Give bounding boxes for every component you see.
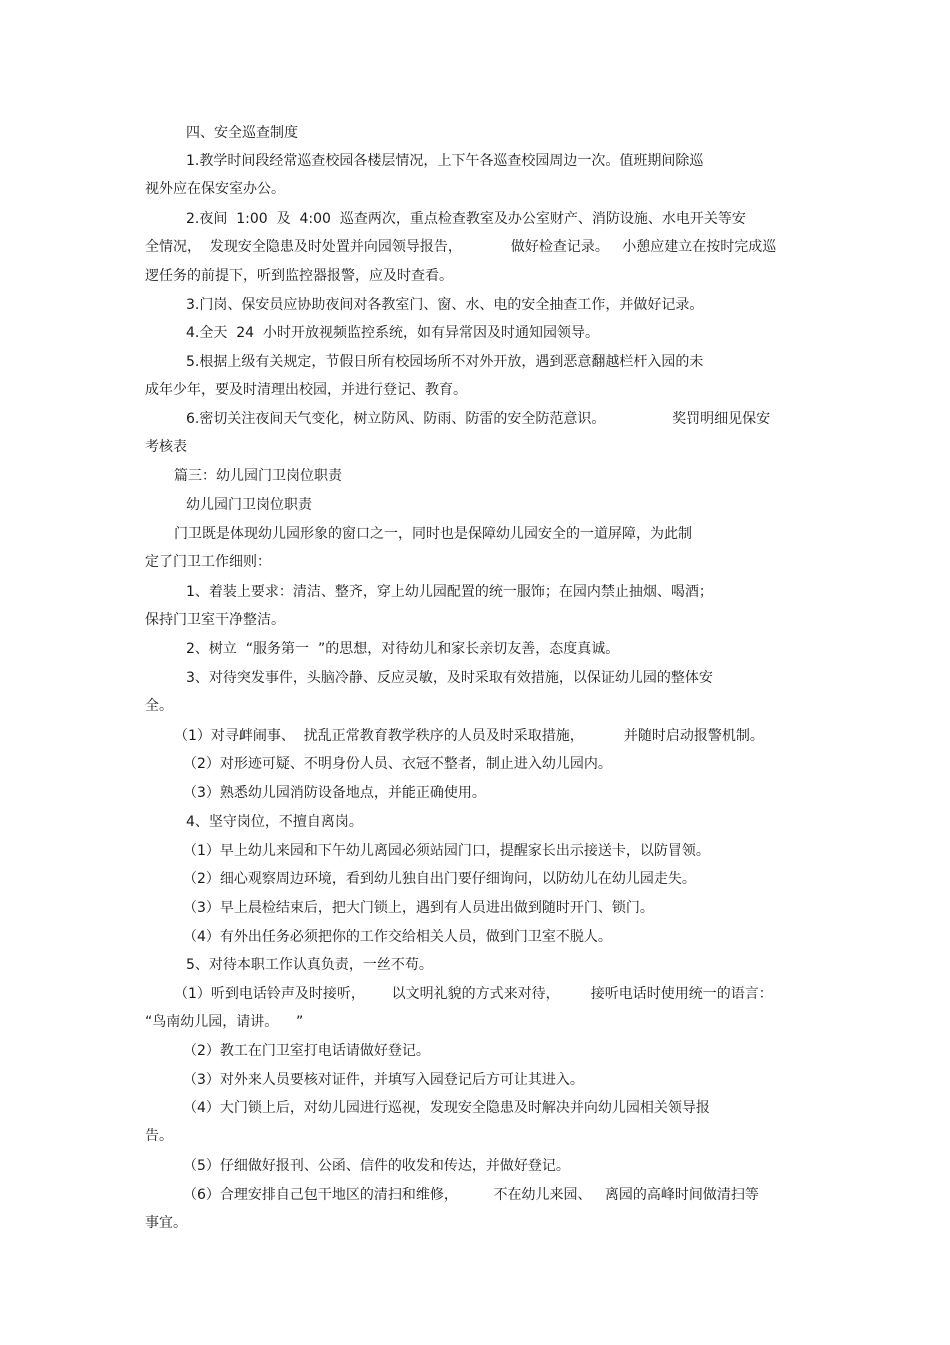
paragraph-line: 保持门卫室干净整洁。 xyxy=(145,612,285,628)
list-item: （6）合理安排自己包干地区的清扫和维修， 不在幼儿来园、 离园的高峰时间做清扫等 xyxy=(183,1187,759,1203)
list-item: （2）细心观察周边环境，看到幼儿独自出门要仔细询问，以防幼儿在幼儿园走失。 xyxy=(183,871,696,887)
paragraph-line: 定了门卫工作细则： xyxy=(145,554,271,570)
chapter-heading: 篇三：幼儿园门卫岗位职责 xyxy=(174,468,342,484)
paragraph-line: 事宜。 xyxy=(145,1215,187,1231)
list-item: （4）有外出任务必须把你的工作交给相关人员，做到门卫室不脱人。 xyxy=(183,929,612,945)
paragraph-line: 5.根据上级有关规定，节假日所有校园场所不对外开放，遇到恶意翻越栏杆入园的未 xyxy=(186,354,704,370)
section-heading: 四、安全巡查制度 xyxy=(186,125,298,141)
list-item: （3）对外来人员要核对证件，并填写入园登记后方可让其进入。 xyxy=(183,1072,584,1088)
paragraph-line: 6.密切关注夜间天气变化，树立防风、防雨、防雷的安全防范意识。 奖罚明细见保安 xyxy=(186,411,771,427)
list-item: （2）对形迹可疑、不明身份人员、衣冠不整者，制止进入幼儿园内。 xyxy=(183,756,612,772)
list-item: （1）早上幼儿来园和下午幼儿离园必须站园门口，提醒家长出示接送卡，以防冒领。 xyxy=(183,843,710,859)
paragraph-line: 1、着装上要求：清洁、整齐，穿上幼儿园配置的统一服饰；在园内禁止抽烟、喝酒； xyxy=(186,584,713,600)
paragraph-line: 成年少年，要及时清理出校园，并进行登记、教育。 xyxy=(145,382,467,398)
list-item: （3）早上晨检结束后，把大门锁上，遇到有人员进出做到随时开门、锁门。 xyxy=(183,900,654,916)
list-item: （1）对寻衅闹事、 扰乱正常教育教学秩序的人员及时采取措施， 并随时启动报警机制。 xyxy=(174,728,764,744)
paragraph-line: 2、树立 “服务第一 ”的思想，对待幼儿和家长亲切友善，态度真诚。 xyxy=(186,641,620,657)
list-item: （1）听到电话铃声及时接听， 以文明礼貌的方式来对待， 接听电话时使用统一的语言： xyxy=(174,986,773,1002)
paragraph-line: 视外应在保安室办公。 xyxy=(145,181,285,197)
paragraph-line: “鸟南幼儿园，请讲。 ” xyxy=(145,1014,304,1030)
paragraph-line: 考核表 xyxy=(145,439,187,455)
list-item: （4）大门锁上后，对幼儿园进行巡视，发现安全隐患及时解决并向幼儿园相关领导报 xyxy=(183,1100,710,1116)
paragraph-line: 门卫既是体现幼儿园形象的窗口之一，同时也是保障幼儿园安全的一道屏障，为此制 xyxy=(174,526,692,542)
paragraph-line: 全情况， 发现安全隐患及时处置并向园领导报告， 做好检查记录。 小憩应建立在按时完成巡 xyxy=(145,239,777,255)
paragraph-line: 告。 xyxy=(145,1128,173,1144)
paragraph-line: 全。 xyxy=(145,698,173,714)
paragraph-line: 1.教学时间段经常巡查校园各楼层情况，上下午各巡查校园周边一次。值班期间除巡 xyxy=(186,153,704,169)
paragraph-line: 4、坚守岗位，不擅自离岗。 xyxy=(186,814,363,830)
document-title: 幼儿园门卫岗位职责 xyxy=(186,497,312,513)
list-item: （3）熟悉幼儿园消防设备地点，并能正确使用。 xyxy=(183,785,486,801)
list-item: （2）教工在门卫室打电话请做好登记。 xyxy=(183,1043,430,1059)
paragraph-line: 4.全天 24 小时开放视频监控系统，如有异常因及时通知园领导。 xyxy=(186,325,599,341)
paragraph-line: 5、对待本职工作认真负责，一丝不苟。 xyxy=(186,957,433,973)
paragraph-line: 2.夜间 1:00 及 4:00 巡查两次，重点检查教室及办公室财产、消防设施、水电开关等安 xyxy=(186,211,746,227)
paragraph-line: 逻任务的前提下，听到监控器报警，应及时查看。 xyxy=(145,268,453,284)
list-item: （5）仔细做好报刊、公函、信件的收发和传达，并做好登记。 xyxy=(183,1158,570,1174)
paragraph-line: 3、对待突发事件，头脑冷静、反应灵敏，及时采取有效措施，以保证幼儿园的整体安 xyxy=(186,670,713,686)
paragraph-line: 3.门岗、保安员应协助夜间对各教室门、窗、水、电的安全抽查工作，并做好记录。 xyxy=(186,297,704,313)
